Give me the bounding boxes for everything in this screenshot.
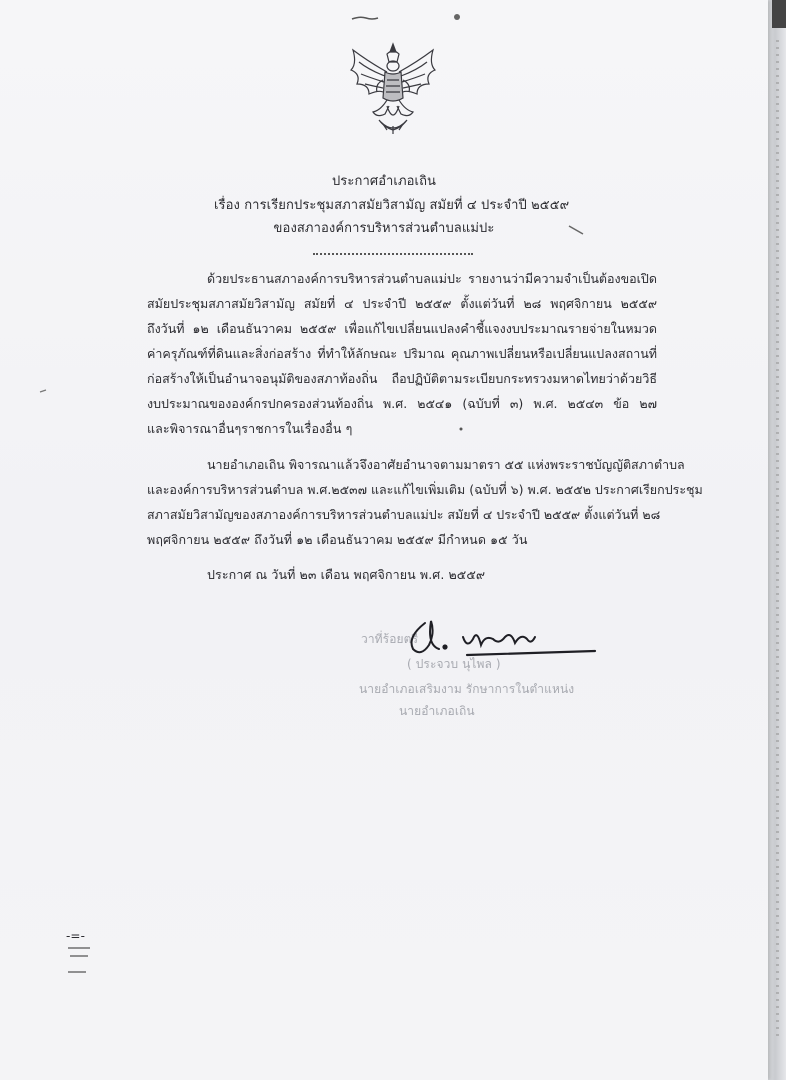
paragraph1-line: งบประมาณขององค์กรปกครองส่วนท้องถิ่น พ.ศ. ๒๕๔๑ (ฉบับที่ ๓) พ.ศ. ๒๕๔๓ ข้อ ๒๗ [147,396,657,411]
issuer-heading: ประกาศอำเภอเถิน [331,174,437,189]
ink-speck [452,12,462,22]
divider-dotted [313,253,473,255]
paragraph1-line: ค่าครุภัณฑ์ที่ดินและสิ่งก่อสร้าง ที่ทำให้ลักษณะ ปริมาณ คุณภาพเปลี่ยนหรือเปลี่ยนแปลงสถานที่ [147,346,657,361]
ink-speck [38,386,48,396]
paragraph2-line: นายอำเภอเถิน พิจารณาแล้วจึงอาศัยอำนาจตามมาตรา ๕๕ แห่งพระราชบัญญัติสภาตำบล [207,457,685,472]
organization-line: ของสภาองค์การบริหารส่วนตำบลแม่ปะ [273,221,495,236]
signer-position: นายอำเภอเถิน [399,704,475,718]
scanner-bed-edge [768,0,786,1080]
paragraph2-line: สภาสมัยวิสามัญของสภาองค์การบริหารส่วนตำบลแม่ปะ สมัยที่ ๔ ประจำปี ๒๕๕๙ ตั้งแต่วันที่ ๒๘ [147,507,661,522]
margin-scribble [66,944,96,978]
margin-marks: -=- [66,929,86,943]
signer-rank: วาที่ร้อยตรี [361,632,419,646]
ink-speck [567,224,587,236]
ink-speck [458,426,464,432]
signer-position: นายอำเภอเสริมงาม รักษาการในตำแหน่ง [359,682,575,696]
paragraph1-line: สมัยประชุมสภาสมัยวิสามัญ สมัยที่ ๔ ประจำปี ๒๕๕๙ ตั้งแต่วันที่ ๒๘ พฤศจิกายน ๒๕๕๙ [147,296,657,311]
announcement-date: ประกาศ ณ วันที่ ๒๓ เดือน พฤศจิกายน พ.ศ. ๒๕๕๙ [207,567,486,582]
garuda-emblem-icon [347,40,439,138]
paragraph1-line: และพิจารณาอื่นๆราชการในเรื่องอื่น ๆ [147,421,353,436]
paragraph2-line: พฤศจิกายน ๒๕๕๙ ถึงวันที่ ๑๒ เดือนธันวาคม ๒๕๕๙ มีกำหนด ๑๕ วัน [147,532,528,547]
paragraph1-line: ด้วยประธานสภาองค์การบริหารส่วนตำบลแม่ปะ รายงานว่ามีความจำเป็นต้องขอเปิด [207,271,657,286]
signer-name: ( ประจวบ นุไพล ) [407,657,501,671]
paragraph1-line: ก่อสร้างให้เป็นอำนาจอนุมัติของสภาท้องถิ่น ถือปฏิบัติตามระเบียบกระทรวงมหาดไทยว่าด้วยวิธี [147,371,657,386]
paragraph2-line: และองค์การบริหารส่วนตำบล พ.ศ.๒๕๓๗ และแก้ไขเพิ่มเติม (ฉบับที่ ๖) พ.ศ. ๒๕๕๒ ประกาศเรียกประชุม [147,482,703,497]
subject-line: เรื่อง การเรียกประชุมสภาสมัยวิสามัญ สมัยที่ ๔ ประจำปี ๒๕๕๙ [214,198,570,213]
paragraph1-line: ถึงวันที่ ๑๒ เดือนธันวาคม ๒๕๕๙ เพื่อแก้ไขเปลี่ยนแปลงคำชี้แจงงบประมาณรายจ่ายในหมวด [147,321,657,336]
ink-speck [350,14,380,22]
